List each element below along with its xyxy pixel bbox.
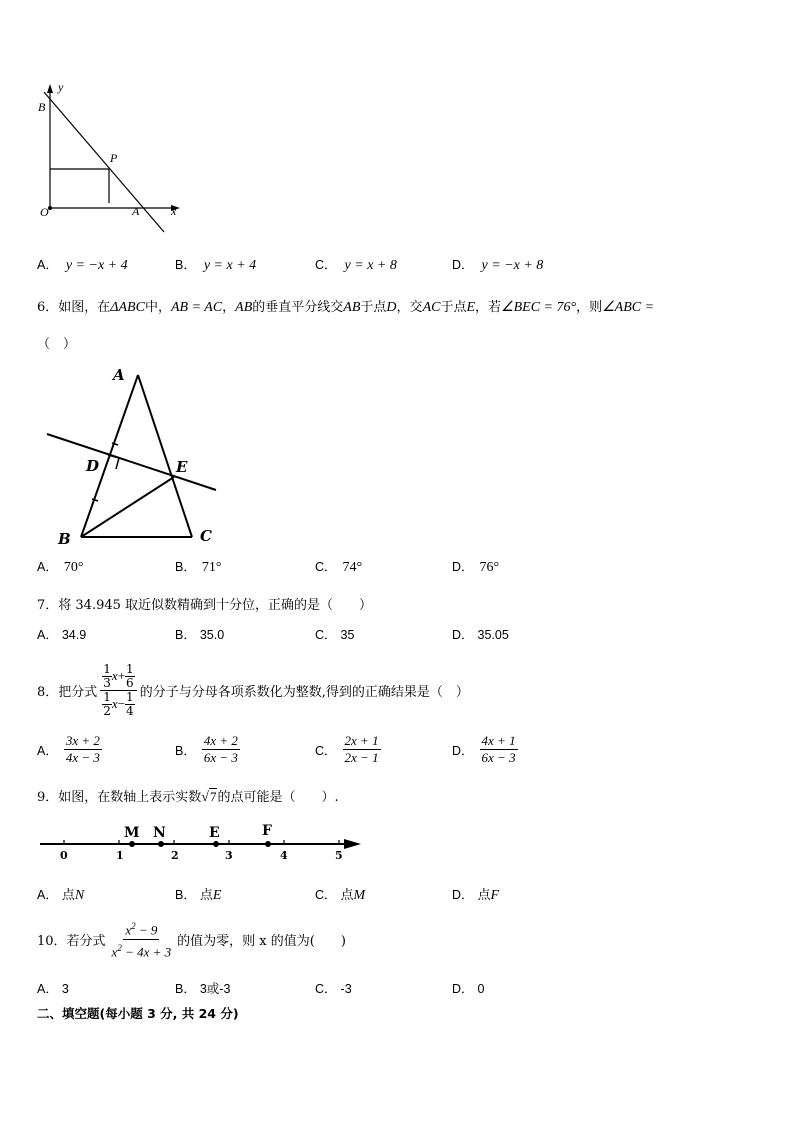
q9-option-d[interactable]: D． 点F	[452, 888, 500, 903]
q7-option-b[interactable]: B． 35.0	[175, 628, 225, 642]
q10-option-a[interactable]: A． 3	[37, 982, 69, 996]
q8-complex-fraction: $\frac{1}{3}$ x + $\frac{1}{6}$ $\frac{1}{2}$ x − $\frac{1}{4}$	[100, 663, 136, 718]
label-n: N	[153, 825, 166, 841]
point-a-label: A	[132, 204, 140, 218]
q10-stem: 10．若分式 $\frac{x^2 - 9}{x^2 - 4x + 3}$ 的值为零，则 x 的值为( )	[37, 917, 346, 961]
point-e	[213, 841, 219, 847]
y-axis-label: y	[58, 80, 64, 94]
label-e: E	[209, 825, 220, 841]
tick-0: 0	[60, 849, 68, 862]
tri-label-a: A	[113, 366, 125, 384]
q5-option-a[interactable]: A． y = −x + 4	[37, 258, 128, 273]
q7-option-d[interactable]: D． 35.05	[452, 628, 509, 642]
q10-option-d[interactable]: D． 0	[452, 982, 485, 996]
point-f	[265, 841, 271, 847]
tick-2: 2	[171, 849, 179, 862]
q10-option-c[interactable]: C． -3	[315, 982, 352, 996]
label-m: M	[124, 825, 140, 841]
q9-option-a[interactable]: A． 点N	[37, 888, 85, 903]
point-p-label: P	[110, 151, 118, 165]
point-n	[158, 841, 164, 847]
q10-fraction: $\frac{x^2 - 9}{x^2 - 4x + 3}$	[110, 918, 174, 960]
tri-label-d: D	[86, 457, 100, 475]
point-m	[129, 841, 135, 847]
q7-stem: 7．将 34.945 取近似数精确到十分位，正确的是（ ）	[37, 598, 373, 613]
q6-option-b[interactable]: B． 71°	[175, 560, 222, 575]
tick-3: 3	[225, 849, 233, 862]
tri-label-b: B	[58, 530, 71, 548]
q10-option-b[interactable]: B． 3或-3	[175, 982, 231, 996]
triangle-figure	[40, 365, 230, 545]
label-f: F	[262, 823, 272, 839]
q8-option-a[interactable]: A． $\frac{3x + 2}{4x - 3}$	[37, 733, 100, 765]
q8-stem: 8．把分式 $\frac{1}{3}$ x + $\frac{1}{6}$ $\frac{1}{2}$ x − $\frac{1}{4}$ 的分子与分母各项系数化为整数,得到的正确结果是（ ）	[37, 661, 469, 718]
point-b-label: B	[38, 100, 46, 114]
q6-stem: 6．如图，在ΔABC中，AB = AC，AB的垂直平分线交AB于点D，交AC于点E，若∠BEC = 76°，则∠ABC =	[37, 300, 655, 315]
q6-option-a[interactable]: A． 70°	[37, 560, 84, 575]
q9-option-b[interactable]: B． 点E	[175, 888, 222, 903]
number-line	[38, 833, 368, 863]
q5-option-c[interactable]: C． y = x + 8	[315, 258, 397, 273]
origin-label: O	[40, 205, 49, 219]
tick-5: 5	[335, 849, 343, 862]
q9-option-c[interactable]: C． 点M	[315, 888, 366, 903]
q7-option-c[interactable]: C． 35	[315, 628, 355, 642]
sqrt-symbol: √	[201, 790, 209, 805]
tri-label-e: E	[176, 458, 188, 476]
q9-stem: 9．如图，在数轴上表示实数√7的点可能是（ ）.	[37, 789, 339, 805]
q8-option-d[interactable]: D． $\frac{4x + 1}{6x - 3}$	[452, 733, 516, 765]
tri-label-c: C	[200, 527, 212, 545]
tick-4: 4	[280, 849, 288, 862]
q8-option-c[interactable]: C． $\frac{2x + 1}{2x - 1}$	[315, 733, 379, 765]
q6-answer-blank[interactable]: （ ）	[37, 337, 77, 352]
q7-option-a[interactable]: A． 34.9	[37, 628, 87, 642]
q5-option-b[interactable]: B． y = x + 4	[175, 258, 257, 273]
tick-1: 1	[116, 849, 124, 862]
section-2-heading: 二、填空题(每小题 3 分, 共 24 分)	[37, 1006, 239, 1021]
q8-option-b[interactable]: B． $\frac{4x + 2}{6x - 3}$	[175, 733, 238, 765]
q6-option-c[interactable]: C． 74°	[315, 560, 363, 575]
q6-option-d[interactable]: D． 76°	[452, 560, 500, 575]
x-axis-label: x	[171, 204, 177, 218]
q5-option-d[interactable]: D． y = −x + 8	[452, 258, 544, 273]
